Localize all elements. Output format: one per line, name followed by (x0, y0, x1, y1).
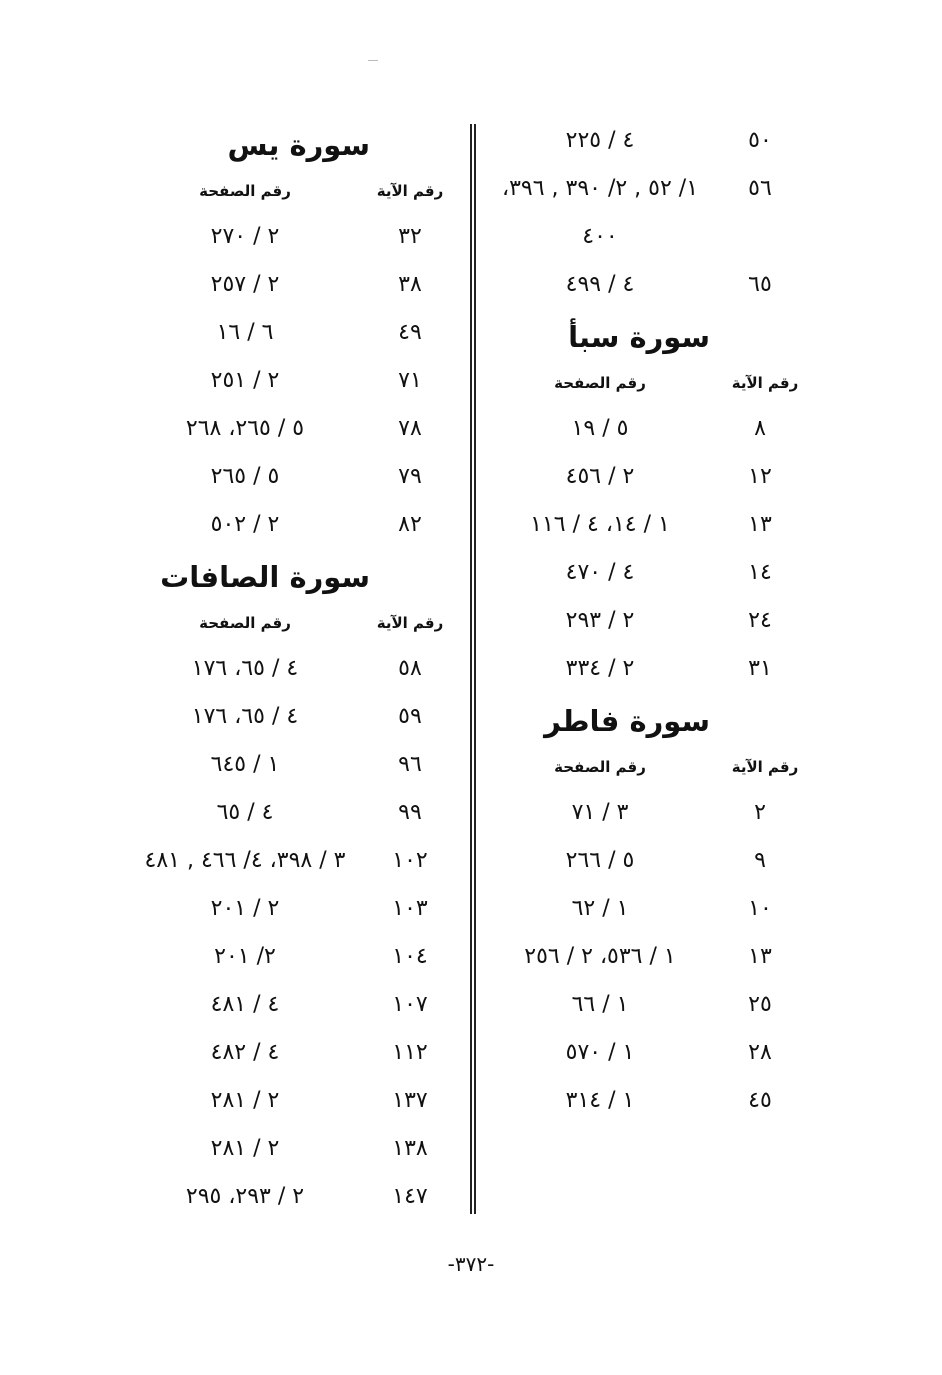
column-header (130, 168, 460, 216)
page-reference: ٣ / ٧١ (571, 800, 629, 825)
verse-number: ٥٦ (748, 176, 772, 201)
page-reference: ٢ / ٢٧٠ (210, 224, 280, 249)
column-header (490, 360, 830, 408)
index-column-left (130, 120, 460, 1224)
page-reference: ٤ / ٦٥، ١٧٦ (191, 704, 299, 729)
index-row (130, 264, 460, 312)
verse-number: ٩٩ (398, 800, 422, 825)
index-row (490, 840, 830, 888)
verse-number: ٣٢ (398, 224, 422, 249)
verse-number: ١٠٤ (392, 944, 428, 969)
index-row (490, 408, 830, 456)
index-row (490, 1080, 830, 1128)
index-row (490, 216, 830, 264)
page-reference: ٢ / ٥٠٢ (210, 512, 280, 537)
page-reference: ٥ / ٢٦٥ (210, 464, 280, 489)
page-header: رقم الصفحة (554, 758, 646, 776)
page-reference: ٢ / ٢٨١ (210, 1136, 280, 1161)
page-reference: ٦ / ١٦ (216, 320, 274, 345)
index-row (130, 408, 460, 456)
index-row (490, 168, 830, 216)
verse-number: ٢٤ (748, 608, 772, 633)
verse-number: ٤٩ (398, 320, 422, 345)
index-row (490, 648, 830, 696)
scan-mark (368, 60, 378, 61)
index-row (130, 792, 460, 840)
page-reference: ٢ / ٢٩٣، ٢٩٥ (185, 1184, 305, 1209)
index-row (130, 456, 460, 504)
column-divider (470, 124, 476, 1214)
index-row (130, 1176, 460, 1224)
page-reference: ٢ / ٢٥٧ (210, 272, 280, 297)
page-header: رقم الصفحة (199, 182, 291, 200)
column-header (130, 600, 460, 648)
verse-number: ٢ (754, 800, 766, 825)
page-reference: ١ / ٦٢ (571, 896, 629, 921)
page-reference: ٤ / ٦٥، ١٧٦ (191, 656, 299, 681)
verse-header: رقم الآية (376, 614, 444, 632)
index-row (130, 360, 460, 408)
index-row (130, 744, 460, 792)
page-reference: ١ / ٦٦ (571, 992, 629, 1017)
page-reference: ١ / ٥٧٠ (565, 1040, 635, 1065)
index-row (490, 264, 830, 312)
page-reference: ١ / ٦٤٥ (210, 752, 280, 777)
page-reference: ١ / ٥٣٦، ٢ / ٢٥٦ (524, 944, 676, 969)
verse-number: ١٣٧ (392, 1088, 428, 1113)
verse-number: ١٠٢ (392, 848, 428, 873)
index-row (130, 312, 460, 360)
page-reference: ٤٠٠ (582, 224, 618, 249)
page-reference: ١ / ٣١٤ (565, 1088, 635, 1113)
verse-number: ١٤ (748, 560, 772, 585)
page-reference: ٢ / ٢٠١ (210, 896, 280, 921)
index-row (490, 120, 830, 168)
index-row (490, 792, 830, 840)
page-reference: ١ / ١٤، ٤ / ١١٦ (530, 512, 670, 537)
verse-number: ٣٨ (398, 272, 422, 297)
index-row (490, 936, 830, 984)
verse-number: ١١٢ (392, 1040, 428, 1065)
index-row (130, 1032, 460, 1080)
page-reference: ٣ / ٣٩٨، ٤/ ٤٦٦ , ٤٨١ (144, 848, 346, 873)
page-reference: ٤ / ٢٢٥ (565, 128, 635, 153)
verse-number: ٨٢ (398, 512, 422, 537)
page-reference: ٤ / ٤٨١ (210, 992, 280, 1017)
verse-number: ٧٩ (398, 464, 422, 489)
surah-title (130, 120, 460, 168)
verse-number: ١٠٧ (392, 992, 428, 1017)
index-row (490, 600, 830, 648)
surah-title-text: سورة يس (227, 128, 370, 162)
page-reference: ١/ ٥٢ , ٢/ ٣٩٠ , ٣٩٦، (501, 176, 699, 201)
verse-number: ٩٦ (398, 752, 422, 777)
verse-number: ١٢ (748, 464, 772, 489)
index-row (130, 696, 460, 744)
page-reference: ٥ / ٢٦٥، ٢٦٨ (185, 416, 305, 441)
surah-title-text: سورة الصافات (160, 560, 370, 594)
verse-number: ١٣ (748, 512, 772, 537)
verse-number: ١٠ (748, 896, 772, 921)
index-row (490, 552, 830, 600)
verse-number: ١٤٧ (392, 1184, 428, 1209)
verse-number: ٥٨ (398, 656, 422, 681)
page-reference: ٢ / ٤٥٦ (565, 464, 635, 489)
index-row (130, 648, 460, 696)
verse-header: رقم الآية (376, 182, 444, 200)
surah-title (130, 552, 460, 600)
verse-number: ٦٥ (748, 272, 772, 297)
index-row (130, 1080, 460, 1128)
page-reference: ٢ / ٢٩٣ (565, 608, 635, 633)
index-row (130, 936, 460, 984)
surah-title (490, 696, 830, 744)
index-row (130, 1128, 460, 1176)
page-reference: ٤ / ٤٨٢ (210, 1040, 280, 1065)
index-row (130, 888, 460, 936)
page-reference: ٢ / ٣٣٤ (565, 656, 635, 681)
page-reference: ٥ / ١٩ (571, 416, 629, 441)
page-reference: ٤ / ٦٥ (216, 800, 274, 825)
index-row (130, 984, 460, 1032)
index-row (490, 888, 830, 936)
page-reference: ٢/ ٢٠١ (214, 944, 276, 969)
page-reference: ٥ / ٢٦٦ (565, 848, 635, 873)
index-column-right (490, 120, 830, 1128)
page-header: رقم الصفحة (199, 614, 291, 632)
surah-title-text: سورة فاطر (544, 704, 710, 738)
index-row (130, 840, 460, 888)
page-reference: ٢ / ٢٥١ (210, 368, 280, 393)
verse-number: ٤٥ (748, 1088, 772, 1113)
surah-title (490, 312, 830, 360)
verse-number: ١٣ (748, 944, 772, 969)
surah-title-text: سورة سبأ (568, 320, 710, 354)
page-header: رقم الصفحة (554, 374, 646, 392)
verse-number: ١٣٨ (392, 1136, 428, 1161)
index-row (490, 456, 830, 504)
verse-number: ٩ (754, 848, 766, 873)
page-reference: ٢ / ٢٨١ (210, 1088, 280, 1113)
verse-number: ٥٩ (398, 704, 422, 729)
verse-number: ٧١ (398, 368, 422, 393)
verse-number: ٢٨ (748, 1040, 772, 1065)
verse-number: ٧٨ (398, 416, 422, 441)
verse-number: ٨ (754, 416, 766, 441)
column-header (490, 744, 830, 792)
index-row (490, 1032, 830, 1080)
page-reference: ٤ / ٤٩٩ (565, 272, 635, 297)
index-row (130, 504, 460, 552)
index-row (130, 216, 460, 264)
verse-number: ٢٥ (748, 992, 772, 1017)
verse-number: ٥٠ (748, 128, 772, 153)
page-reference: ٤ / ٤٧٠ (565, 560, 635, 585)
verse-number: ٣١ (748, 656, 772, 681)
verse-number: ١٠٣ (392, 896, 428, 921)
verse-header: رقم الآية (731, 374, 799, 392)
verse-header: رقم الآية (731, 758, 799, 776)
index-row (490, 504, 830, 552)
page-number: -٣٧٢- (447, 1252, 495, 1276)
index-row (490, 984, 830, 1032)
